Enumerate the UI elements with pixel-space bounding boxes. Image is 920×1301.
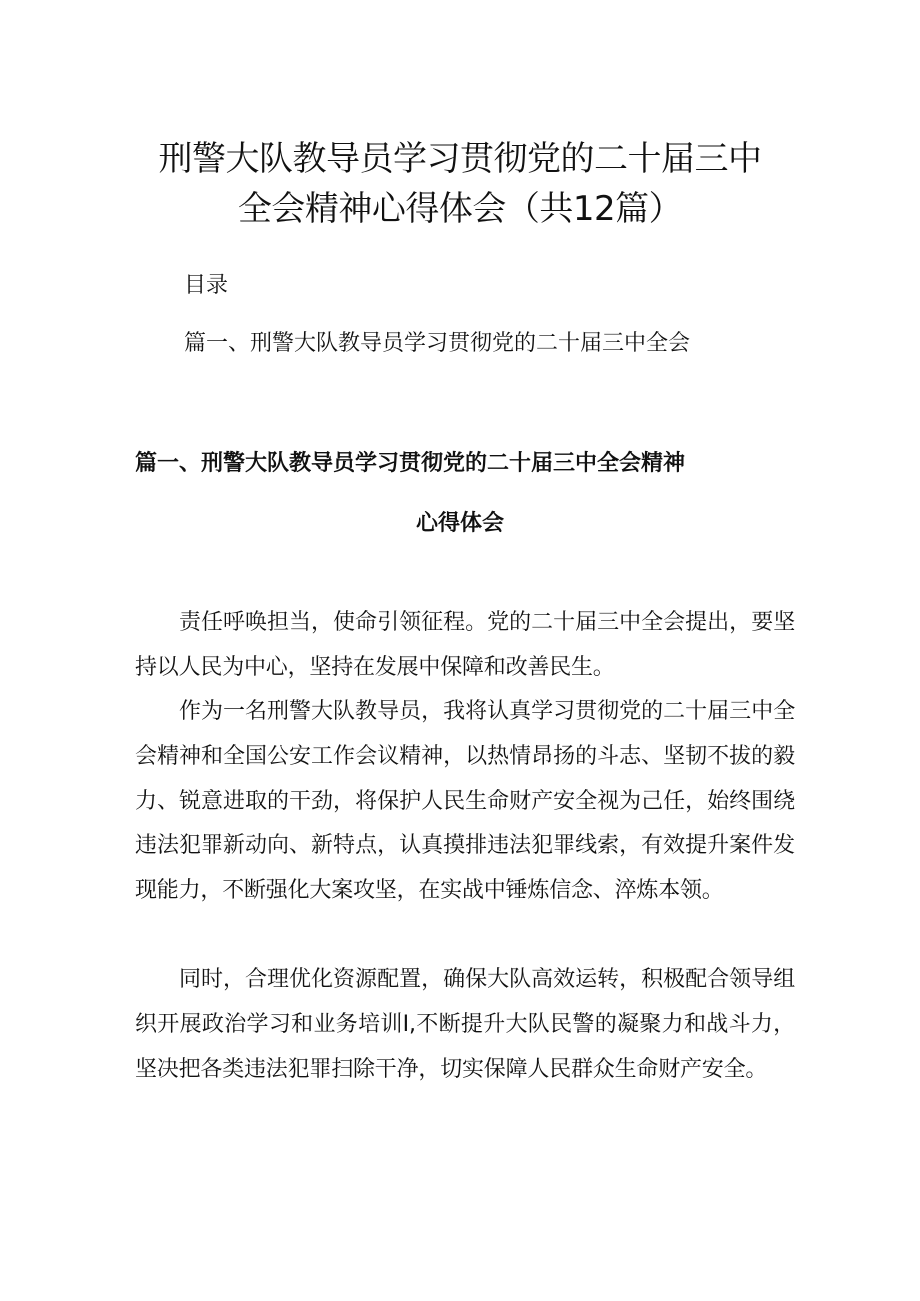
body-paragraph-3: 同时，合理优化资源配置，确保大队高效运转，积极配合领导组织开展政治学习和业务培训I,不断提升大队民警的凝聚力和战斗力，坚决把各类违法犯罪扫除干净，切实保障人民群众生命财产安全。 xyxy=(135,967,795,1082)
toc-item-1[interactable]: 篇一、刑警大队教导员学习贯彻党的二十届三中全会 xyxy=(184,331,691,356)
body-paragraph-1: 责任呼唤担当，使命引领征程。党的二十届三中全会提出，要坚持以人民为中心，坚持在发展中保障和改善民生。 xyxy=(135,610,795,680)
body-paragraph-2: 作为一名刑警大队教导员，我将认真学习贯彻党的二十届三中全会精神和全国公安工作会议精神，以热情昂扬的斗志、坚韧不拔的毅力、锐意进取的干劲，将保护人民生命财产安全视为己任，始终围绕违法犯罪新动向、新特点，认真摸排违法犯罪线索，有效提升案件发现能力，不断强化大案攻坚，在实战中锤炼信念、淬炼本领。 xyxy=(135,699,795,904)
section-heading-line-1: 篇一、刑警大队教导员学习贯彻党的二十届三中全会精神 xyxy=(135,451,686,476)
document-title-line-2: 全会精神心得体会（共12篇） xyxy=(237,189,683,229)
section-heading-line-2: 心得体会 xyxy=(415,511,504,536)
document-title-line-1: 刑警大队教导员学习贯彻党的二十届三中 xyxy=(158,139,762,179)
toc-label: 目录 xyxy=(184,273,229,298)
